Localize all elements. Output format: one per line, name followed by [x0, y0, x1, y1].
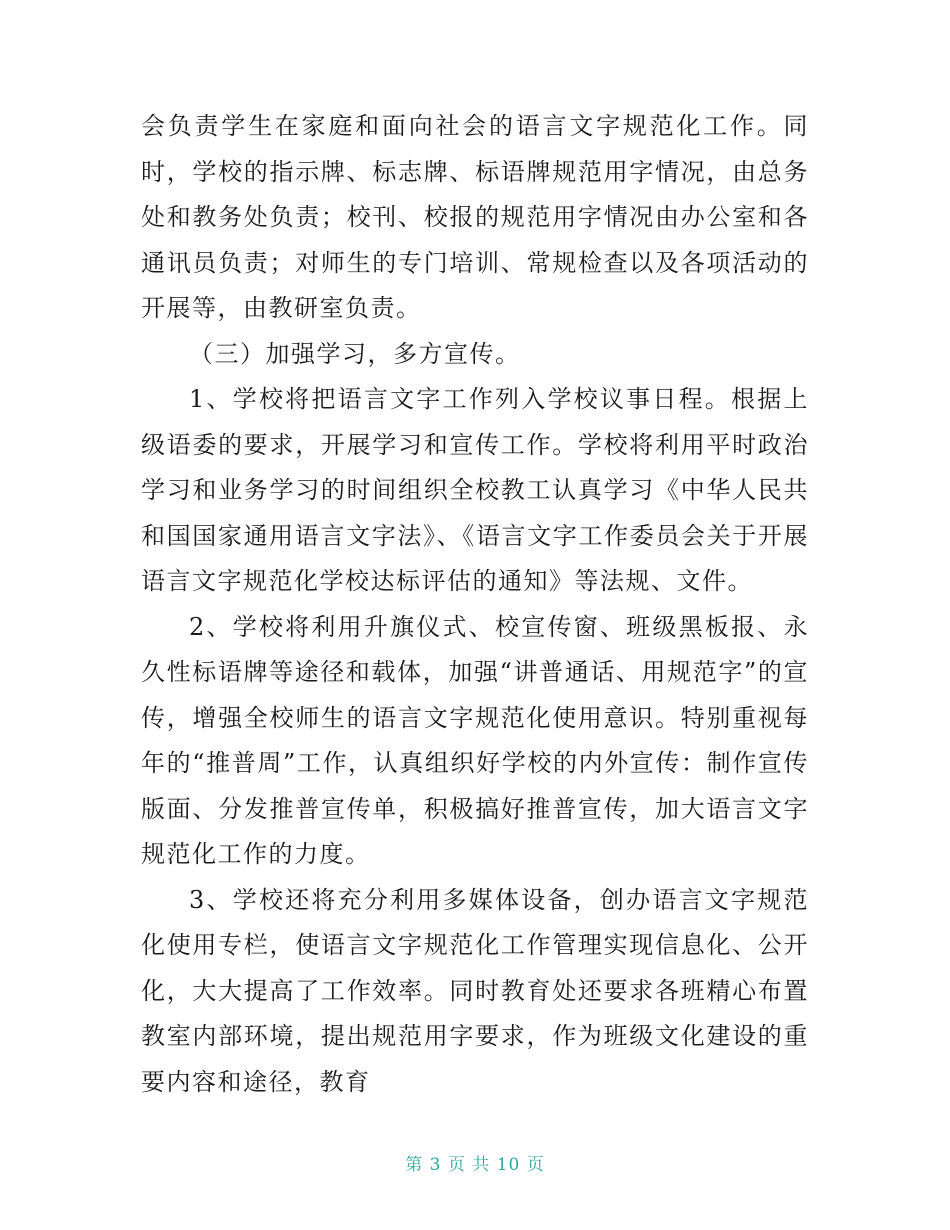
paragraph-continuation: 会负责学生在家庭和面向社会的语言文字规范化工作。同时，学校的指示牌、标志牌、标语牌规范用字情况，由总务处和教务处负责；校刊、校报的规范用字情况由办公室和各通讯员负责；对师生的专门培训、常规检查以及各项活动的开展等，由教研室负责。 — [141, 112, 809, 322]
paragraph-item-1: 1、学校将把语言文字工作列入学校议事日程。根据上级语委的要求，开展学习和宣传工作。学校将利用平时政治学习和业务学习的时间组织全校教工认真学习《中华人民共和国国家通用语言文字法》、《语言文字工作委员会关于开展语言文字规范化学校达标评估的通知》等法规、文件。 — [141, 385, 809, 595]
page-number-footer: 第 3 页 共 10 页 — [405, 1155, 545, 1175]
paragraph-item-2: 2、学校将利用升旗仪式、校宣传窗、班级黑板报、永久性标语牌等途径和载体，加强“讲普通话、用规范字”的宣传，增强全校师生的语言文字规范化使用意识。特别重视每年的“推普周”工作，认真组织好学校的内外宣传：制作宣传版面、分发推普宣传单，积极搞好推普宣传，加大语言文字规范化工作的力度。 — [141, 612, 809, 868]
document-body — [141, 104, 809, 1105]
paragraph-item-3: 3、学校还将充分利用多媒体设备，创办语言文字规范化使用专栏，使语言文字规范化工作管理实现信息化、公开化，大大提高了工作效率。同时教育处还要求各班精心布置教室内部环境，提出规范用字要求，作为班级文化建设的重要内容和途径，教育 — [141, 885, 809, 1096]
section-heading: （三）加强学习，多方宣传。 — [189, 339, 521, 368]
